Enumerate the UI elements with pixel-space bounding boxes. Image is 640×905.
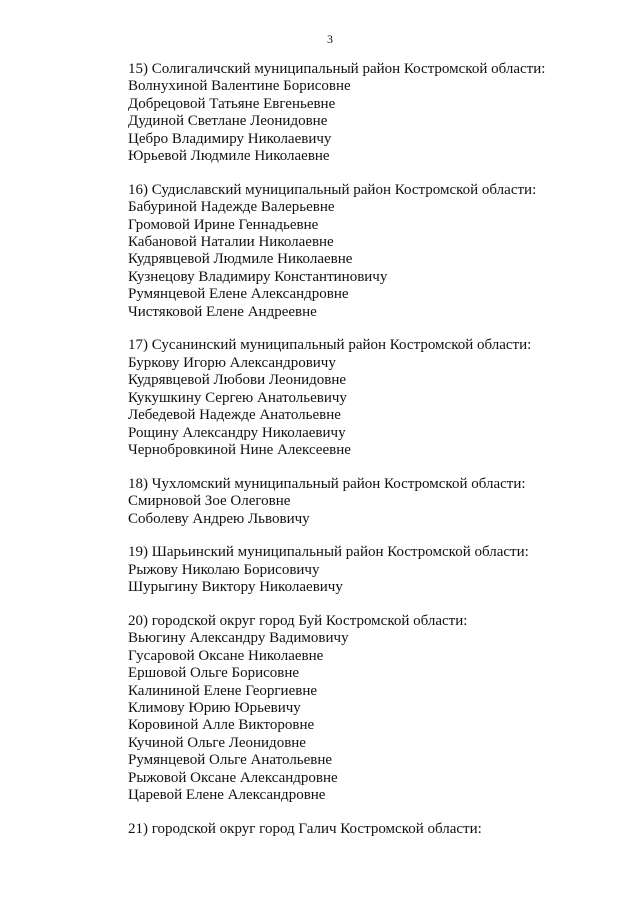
document-body	[128, 61, 628, 855]
person-name: Кудрявцевой Людмиле Николаевне	[128, 251, 353, 268]
person-name: Шурыгину Виктору Николаевичу	[128, 579, 343, 596]
district-section	[128, 476, 628, 528]
person-name: Лебедевой Надежде Анатольевне	[128, 407, 341, 424]
person-name: Кабановой Наталии Николаевне	[128, 234, 334, 251]
district-heading: 17) Сусанинский муниципальный район Костромской области:	[128, 337, 532, 354]
person-list	[128, 199, 628, 321]
person-name: Чернобровкиной Нине Алексеевне	[128, 441, 351, 458]
person-name: Рыжовой Оксане Александровне	[128, 769, 338, 786]
person-name: Кузнецову Владимиру Константиновичу	[128, 268, 388, 285]
person-list	[128, 562, 628, 597]
district-section	[128, 544, 628, 596]
person-name: Добрецовой Татьяне Евгеньевне	[128, 95, 336, 112]
person-name: Смирновой Зое Олеговне	[128, 493, 291, 510]
person-name: Калининой Елене Георгиевне	[128, 682, 318, 699]
person-name: Вьюгину Александру Вадимовичу	[128, 630, 349, 647]
person-name: Кукушкину Сергею Анатольевичу	[128, 389, 347, 406]
district-section	[128, 61, 628, 165]
person-name: Рощину Александру Николаевичу	[128, 424, 346, 441]
person-name: Кучиной Ольге Леонидовне	[128, 734, 306, 751]
person-name: Дудиной Светлане Леонидовне	[128, 113, 328, 130]
district-heading: 19) Шарьинский муниципальный район Костромской области:	[128, 544, 529, 561]
person-name: Кудрявцевой Любови Леонидовне	[128, 372, 347, 389]
person-name: Чистяковой Елене Андреевне	[128, 303, 317, 320]
district-section	[128, 613, 628, 804]
district-section	[128, 821, 628, 838]
district-section	[128, 182, 628, 321]
person-name: Гусаровой Оксане Николаевне	[128, 647, 324, 664]
person-name: Юрьевой Людмиле Николаевне	[128, 148, 330, 165]
person-name: Соболеву Андрею Львовичу	[128, 510, 310, 527]
person-list	[128, 493, 628, 528]
district-heading: 16) Судиславский муниципальный район Костромской области:	[128, 181, 537, 198]
district-section	[128, 337, 628, 459]
person-name: Румянцевой Ольге Анатольевне	[128, 752, 333, 769]
person-name: Ершовой Ольге Борисовне	[128, 665, 300, 682]
district-heading: 15) Солигаличский муниципальный район Костромской области:	[128, 61, 546, 77]
district-heading: 21) городской округ город Галич Костромской области:	[128, 820, 482, 837]
person-name: Цебро Владимиру Николаевичу	[128, 130, 332, 147]
person-list	[128, 355, 628, 459]
page-number: 3	[327, 32, 333, 46]
person-name: Бабуриной Надежде Валерьевне	[128, 199, 335, 216]
person-name: Царевой Елене Александровне	[128, 786, 326, 803]
district-heading: 18) Чухломский муниципальный район Костромской области:	[128, 475, 526, 492]
person-name: Волнухиной Валентине Борисовне	[128, 78, 351, 95]
person-name: Буркову Игорю Александровичу	[128, 354, 336, 371]
person-name: Коровиной Алле Викторовне	[128, 717, 315, 734]
person-list	[128, 78, 628, 165]
person-name: Рыжову Николаю Борисовичу	[128, 561, 320, 578]
person-name: Климову Юрию Юрьевичу	[128, 699, 301, 716]
person-list	[128, 630, 628, 804]
person-name: Румянцевой Елене Александровне	[128, 286, 349, 303]
district-heading: 20) городской округ город Буй Костромской области:	[128, 612, 468, 629]
person-name: Громовой Ирине Геннадьевне	[128, 216, 319, 233]
